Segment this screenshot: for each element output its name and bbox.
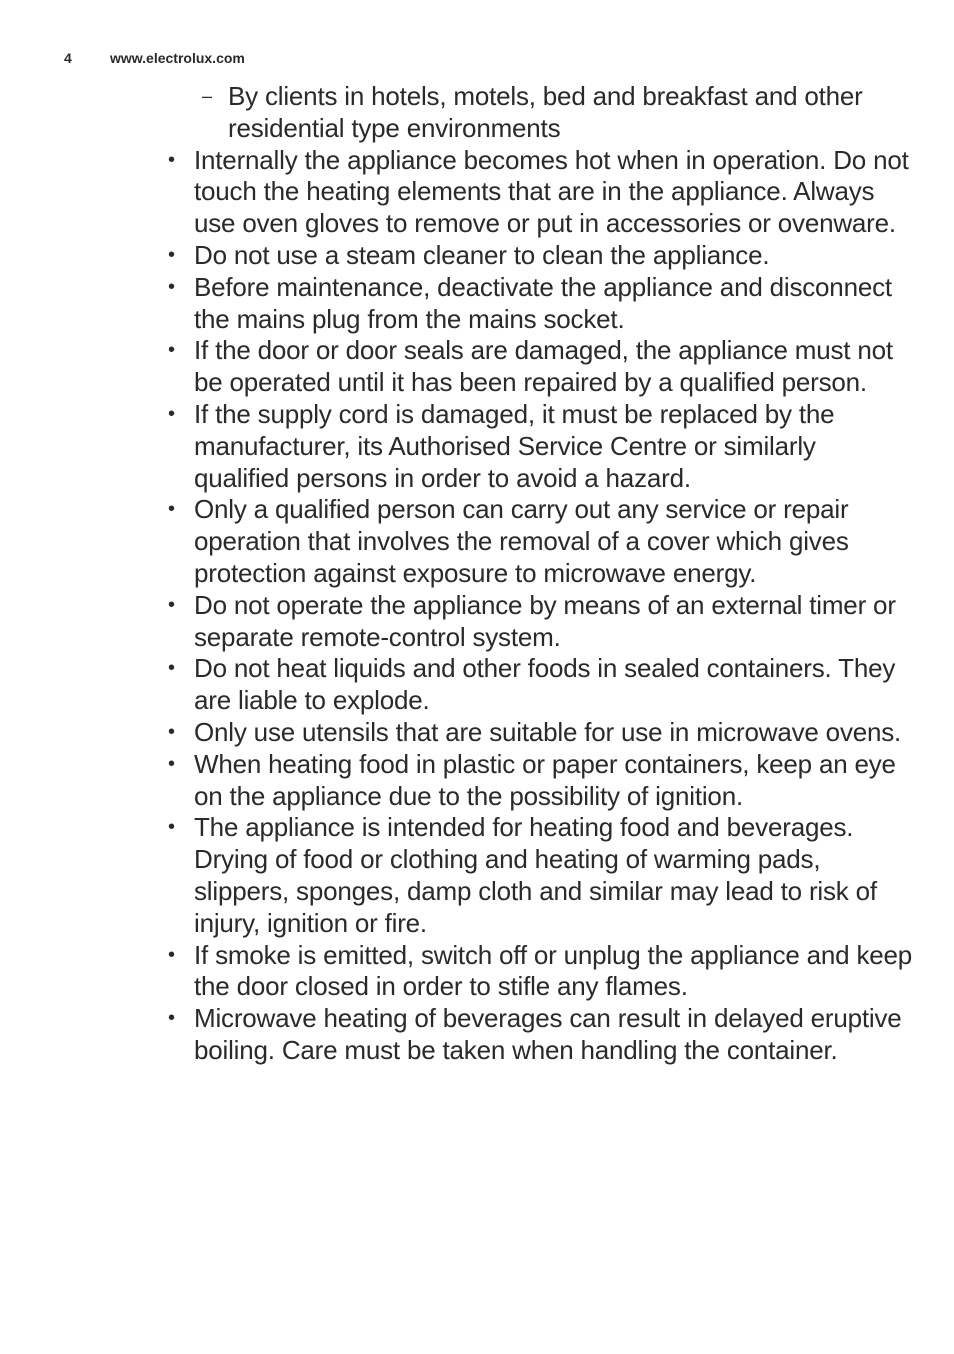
list-item: • If the supply cord is damaged, it must be replaced by the manufacturer, its Authorised Service Centre or similarly qualified persons in order to avoid a hazard. <box>166 399 916 494</box>
list-item: • Before maintenance, deactivate the appliance and disconnect the mains plug from the mains socket. <box>166 272 916 336</box>
dash-marker: – <box>202 86 212 106</box>
page-header <box>64 50 245 66</box>
list-item: • If smoke is emitted, switch off or unplug the appliance and keep the door closed in order to stifle any flames. <box>166 940 916 1004</box>
list-item: • Do not use a steam cleaner to clean the appliance. <box>166 240 916 272</box>
sub-list-item-text: By clients in hotels, motels, bed and breakfast and other residential type environments <box>228 81 863 143</box>
list-item: • The appliance is intended for heating food and beverages. Drying of food or clothing and heating of warming pads, slippers, sponges, damp cloth and similar may lead to risk of injury, ignition or fire. <box>166 812 916 939</box>
list-item: • Do not heat liquids and other foods in sealed containers. They are liable to explode. <box>166 653 916 717</box>
list-item: • If the door or door seals are damaged, the appliance must not be operated until it has been repaired by a qualified person. <box>166 335 916 399</box>
list-item: • Only use utensils that are suitable for use in microwave ovens. <box>166 717 916 749</box>
sub-list-item <box>166 81 916 145</box>
bullet-list <box>166 145 916 1067</box>
list-item: • When heating food in plastic or paper containers, keep an eye on the appliance due to the possibility of ignition. <box>166 749 916 813</box>
website-url: www.electrolux.com <box>110 50 245 66</box>
list-item: • Microwave heating of beverages can result in delayed eruptive boiling. Care must be taken when handling the container. <box>166 1003 916 1067</box>
safety-instructions <box>166 81 916 1067</box>
list-item: • Only a qualified person can carry out any service or repair operation that involves the removal of a cover which gives protection against exposure to microwave energy. <box>166 494 916 589</box>
list-item: • Internally the appliance becomes hot when in operation. Do not touch the heating elements that are in the appliance. Always use oven gloves to remove or put in accessories or ovenware. <box>166 145 916 240</box>
page-number: 4 <box>64 50 72 66</box>
list-item: • Do not operate the appliance by means of an external timer or separate remote-control system. <box>166 590 916 654</box>
